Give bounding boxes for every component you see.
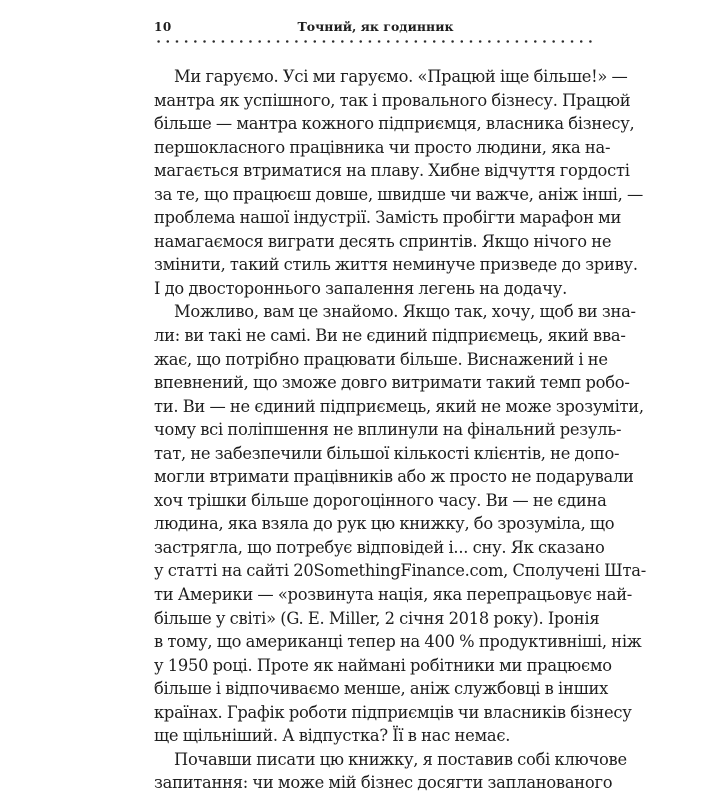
text-line: Почавши писати цю книжку, я поставив собі ключове (174, 749, 627, 769)
text-line: могли втримати працівників або ж просто не подарували (154, 467, 634, 487)
text-line: проблема нашої індустрії. Замість пробігти марафон ми (154, 208, 622, 228)
text-line: запитання: чи може мій бізнес досягти запланованого (154, 773, 613, 793)
text-line: ли: ви такі не самі. Ви не єдиний підприємець, який вва- (154, 326, 626, 346)
paragraph-2 (154, 300, 646, 747)
text-line: мантра як успішного, так і провального бізнесу. Працюй (154, 90, 631, 110)
body-text (154, 65, 646, 795)
page-number: 10 (154, 20, 172, 34)
text-line: у 1950 році. Проте як наймані робітники ми працюємо (154, 655, 612, 675)
text-line: за те, що працюєш довше, швидше чи важче, аніж інші, — (154, 184, 644, 204)
text-line: ще щільніший. А відпустка? Її в нас немає. (154, 726, 511, 746)
text-line: чому всі поліпшення не вплинули на фінальний резуль- (154, 420, 622, 440)
text-line: хоч трішки більше дорогоцінного часу. Ви — не єдина (154, 490, 607, 510)
text-line: застрягла, що потребує відповідей і... сну. Як сказано (154, 537, 605, 557)
book-page (154, 18, 646, 795)
text-line: першокласного працівника чи просто людини, яка на- (154, 137, 611, 157)
running-head (154, 18, 597, 36)
text-line: ти Америки — «розвинута нація, яка перепрацьовує най- (154, 585, 633, 605)
text-line: намагаємося виграти десять спринтів. Якщо нічого не (154, 231, 612, 251)
text-line: Можливо, вам це знайомо. Якщо так, хочу, щоб ви зна- (174, 302, 636, 322)
text-line: І до двостороннього запалення легень на додачу. (154, 278, 567, 298)
text-line: змінити, такий стиль життя неминуче призведе до зриву. (154, 255, 638, 275)
text-line: ти. Ви — не єдиний підприємець, який не може зрозуміти, (154, 396, 644, 416)
running-title: Точний, як годинник (297, 19, 454, 34)
text-line: людина, яка взяла до рук цю книжку, бо зрозуміла, що (154, 514, 615, 534)
text-line: у статті на сайті 20SomethingFinance.com, Сполучені Шта- (154, 561, 646, 581)
text-line: більше і відпочиваємо менше, аніж службовці в інших (154, 679, 608, 699)
paragraph-3 (154, 748, 627, 795)
text-line: жає, що потрібно працювати більше. Виснажений і не (154, 349, 608, 369)
text-line: в тому, що американці тепер на 400 % продуктивніші, ніж (154, 632, 642, 652)
text-line: тат, не забезпечили більшої кількості клієнтів, не допо- (154, 443, 620, 463)
paragraph-1 (154, 65, 644, 300)
dotted-rule-divider (154, 40, 597, 43)
text-line: Ми гаруємо. Усі ми гаруємо. «Працюй іще більше!» — (174, 67, 628, 86)
text-line: впевнений, що зможе довго витримати такий темп робо- (154, 373, 630, 393)
text-line: більше — мантра кожного підприємця, власника бізнесу, (154, 114, 635, 134)
text-line: більше у світі» (G. E. Miller, 2 січня 2018 року). Іронія (154, 608, 600, 628)
text-line: країнах. Графік роботи підприємців чи власників бізнесу (154, 702, 632, 722)
text-line: магається втриматися на плаву. Хибне відчуття гордості (154, 161, 630, 181)
